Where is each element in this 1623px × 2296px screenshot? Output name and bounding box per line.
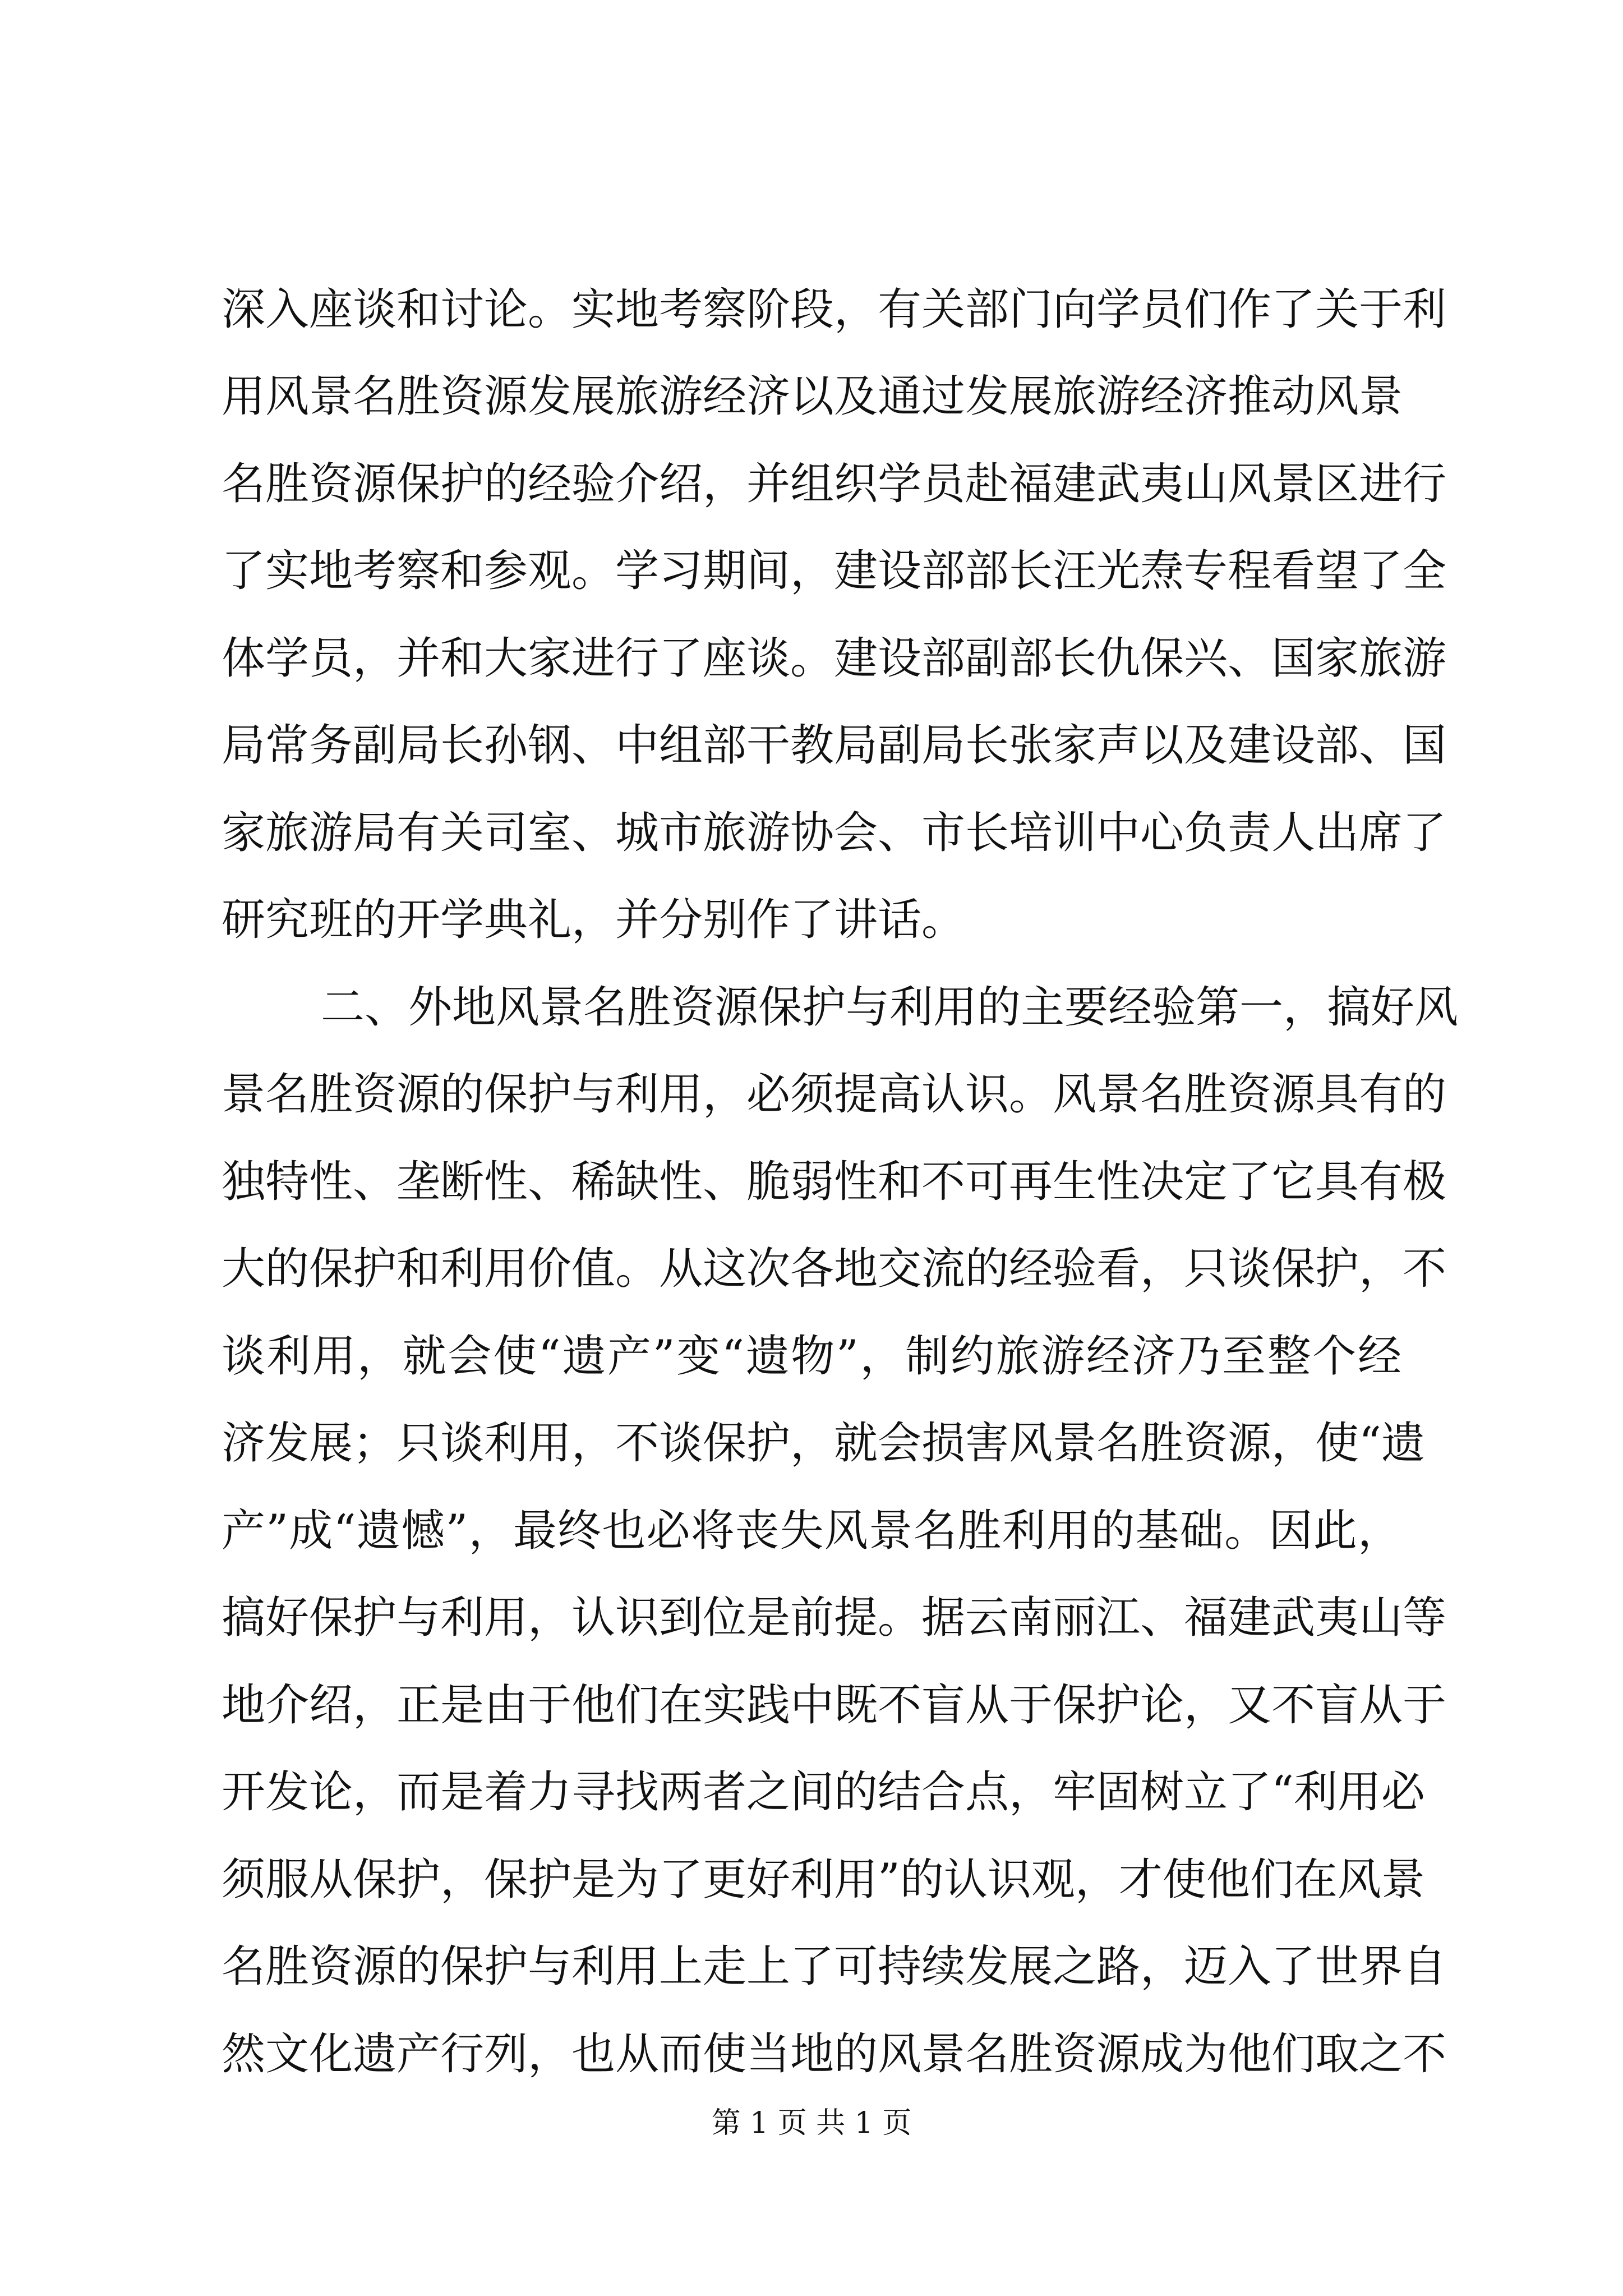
body-line-8: 研究班的开学典礼，并分别作了讲话。: [222, 895, 966, 945]
body-line-1: 深入座谈和讨论。实地考察阶段，有关部门向学员们作了关于利: [222, 284, 1447, 335]
body-line-6: 局常务副局长孙钢、中组部干教局副局长张家声以及建设部、国: [222, 720, 1447, 771]
body-line-3: 名胜资源保护的经验介绍，并组织学员赴福建武夷山风景区进行: [222, 459, 1447, 509]
body-line-15: 产”成“遗憾”，最终也必将丧失风景名胜利用的基础。因此，: [222, 1506, 1401, 1556]
body-line-11: 独特性、垄断性、稀缺性、脆弱性和不可再生性决定了它具有极: [222, 1157, 1447, 1207]
page-footer: 第 1 页 共 1 页: [711, 2106, 912, 2140]
body-line-18: 开发论，而是着力寻找两者之间的结合点，牢固树立了“利用必: [222, 1767, 1425, 1818]
body-line-16: 搞好保护与利用，认识到位是前提。据云南丽江、福建武夷山等: [222, 1593, 1447, 1643]
body-line-2: 用风景名胜资源发展旅游经济以及通过发展旅游经济推动风景: [222, 371, 1403, 422]
body-line-7: 家旅游局有关司室、城市旅游协会、市长培训中心负责人出席了: [222, 808, 1447, 858]
body-line-20: 名胜资源的保护与利用上走上了可持续发展之路，迈入了世界自: [222, 1941, 1447, 1992]
body-line-10: 景名胜资源的保护与利用，必须提高认识。风景名胜资源具有的: [222, 1069, 1447, 1120]
body-line-21: 然文化遗产行列，也从而使当地的风景名胜资源成为他们取之不: [222, 2029, 1447, 2079]
body-line-19: 须服从保护，保护是为了更好利用”的认识观，才使他们在风景: [222, 1855, 1425, 1905]
body-line-17: 地介绍，正是由于他们在实践中既不盲从于保护论，又不盲从于: [222, 1680, 1447, 1731]
body-line-14: 济发展；只谈利用，不谈保护，就会损害风景名胜资源，使“遗: [222, 1418, 1425, 1469]
body-line-12: 大的保护和利用价值。从这次各地交流的经验看，只谈保护，不: [222, 1244, 1447, 1294]
paragraph-start-line: 二、外地风景名胜资源保护与利用的主要经验第一，搞好风: [321, 982, 1459, 1033]
body-line-13: 谈利用，就会使“遗产”变“遗物”，制约旅游经济乃至整个经: [222, 1331, 1401, 1382]
body-line-5: 体学员，并和大家进行了座谈。建设部副部长仇保兴、国家旅游: [222, 633, 1447, 684]
body-line-4: 了实地考察和参观。学习期间，建设部部长汪光焘专程看望了全: [222, 546, 1447, 596]
